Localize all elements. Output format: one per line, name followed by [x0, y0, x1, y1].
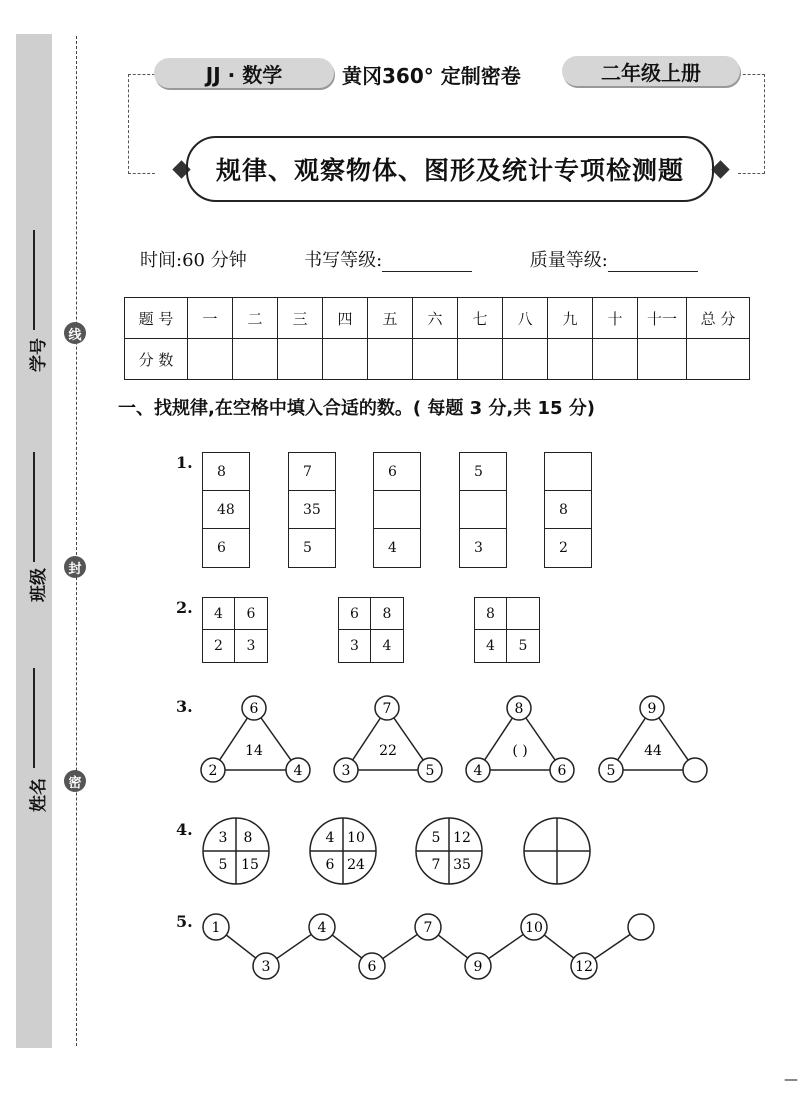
- name-line: [33, 668, 35, 768]
- q5-top-node: 7: [423, 920, 433, 936]
- q1-answer-blank[interactable]: [545, 453, 591, 491]
- q3-right: 5: [425, 763, 435, 779]
- q3-triangles: [195, 690, 725, 790]
- q2-cell: 4: [382, 638, 392, 654]
- class-label: 班级: [28, 568, 49, 602]
- grade-pill: 二年级上册: [562, 56, 740, 86]
- table-col-header: 八: [503, 298, 548, 339]
- seal-seal: 封: [64, 556, 86, 578]
- q5-answer-circle[interactable]: [628, 914, 654, 940]
- page-title: 规律、观察物体、图形及统计专项检测题: [186, 136, 714, 202]
- q1-cell: 48: [203, 491, 249, 529]
- q2-cell: 8: [371, 598, 403, 630]
- q3-right: 6: [557, 763, 567, 779]
- q2-cell: 3: [246, 638, 256, 654]
- q3-center: 44: [644, 743, 662, 759]
- table-col-header: 十: [593, 298, 638, 339]
- table-col-header: 十一: [638, 298, 687, 339]
- table-col-header: 三: [278, 298, 323, 339]
- table-col-header: 一: [188, 298, 233, 339]
- q5-top-node: 10: [525, 920, 543, 936]
- q1-cell: 5: [460, 453, 506, 491]
- q4-cell: 10: [347, 830, 365, 846]
- q1-column: [288, 452, 336, 568]
- q4-cell: 8: [243, 830, 253, 846]
- q1-answer-blank[interactable]: [460, 491, 506, 529]
- q3-answer-circle[interactable]: [683, 758, 707, 782]
- q1-cell: 8: [545, 491, 591, 529]
- q3-top: 9: [647, 701, 657, 717]
- q2-number: 2.: [176, 598, 193, 617]
- header-dash-left: [128, 74, 155, 174]
- q1-cell: 8: [203, 453, 249, 491]
- q2-answer-blank[interactable]: [507, 598, 539, 630]
- q1-cell: 5: [303, 540, 312, 556]
- q3-triangle: [201, 696, 310, 782]
- subject-pill: JJ · 数学: [154, 58, 334, 88]
- q1-column: [544, 452, 592, 568]
- q4-cell: 24: [347, 857, 365, 873]
- table-col-header: 二: [233, 298, 278, 339]
- q1-number: 1.: [176, 453, 193, 472]
- section-1-heading: 一、找规律,在空格中填入合适的数。( 每题 3 分,共 15 分): [118, 398, 596, 419]
- class-line: [33, 452, 35, 562]
- page-mark: —: [784, 1072, 798, 1088]
- q4-circle: [310, 818, 376, 884]
- score-cell[interactable]: [548, 339, 593, 380]
- q4-cell: 6: [325, 857, 335, 873]
- q3-triangle: [466, 696, 574, 782]
- score-cell[interactable]: [593, 339, 638, 380]
- q2-grid: [474, 597, 540, 663]
- q3-triangle: [334, 696, 442, 782]
- q2-cell: 4: [203, 598, 235, 630]
- q1-column: [202, 452, 250, 568]
- q4-number: 4.: [176, 820, 193, 839]
- table-col-header: 九: [548, 298, 593, 339]
- q1-cell: 2: [559, 540, 568, 556]
- q2-grid: [338, 597, 404, 663]
- q5-bottom-node: 12: [575, 959, 593, 975]
- q4-circle: [203, 818, 269, 884]
- q2-cell: 3: [339, 630, 371, 662]
- q3-left: 3: [341, 763, 351, 779]
- quality-grade-blank[interactable]: [608, 253, 698, 272]
- score-cell[interactable]: [638, 339, 687, 380]
- q4-answer-circle[interactable]: [524, 818, 590, 884]
- q2-cell: 6: [235, 598, 267, 630]
- q4-cell: 35: [453, 857, 471, 873]
- quality-grade-label: 质量等级:: [529, 250, 608, 271]
- table-col-header: 五: [368, 298, 413, 339]
- q2-cell: 5: [518, 638, 528, 654]
- time-limit: 时间:60 分钟: [140, 250, 247, 271]
- score-table-header-row: [125, 298, 750, 339]
- q4-cell: 5: [218, 857, 228, 873]
- q1-cell: 3: [474, 540, 483, 556]
- table-col-header: 七: [458, 298, 503, 339]
- q4-cell: 15: [241, 857, 259, 873]
- q1-cell: 7: [289, 453, 335, 491]
- q5-zigzag: [195, 906, 665, 986]
- student-id-label: 学号: [28, 338, 49, 372]
- table-col-header: 总 分: [687, 298, 750, 339]
- q1-column: [459, 452, 507, 568]
- q2-cell: 6: [339, 598, 371, 630]
- score-table-score-row: [125, 339, 750, 380]
- student-id-line: [33, 230, 35, 330]
- q5-bottom-node: 3: [261, 959, 271, 975]
- score-cell[interactable]: [413, 339, 458, 380]
- binding-dashed-line: [76, 36, 77, 1046]
- q3-top: 7: [382, 701, 392, 717]
- q1-cell: 6: [374, 453, 420, 491]
- diamond-right-icon: [711, 160, 729, 178]
- seal-secret: 密: [64, 770, 86, 792]
- q1-answer-blank[interactable]: [374, 491, 420, 529]
- q3-left: 4: [473, 763, 483, 779]
- q2-cell: 2: [203, 630, 235, 662]
- q1-cell: 4: [388, 540, 397, 556]
- table-row-label: 题 号: [125, 298, 188, 339]
- score-cell[interactable]: [233, 339, 278, 380]
- table-col-header: 四: [323, 298, 368, 339]
- q5-top-node: 1: [211, 920, 221, 936]
- q4-circle: [416, 818, 482, 884]
- q1-cell: 35: [289, 491, 335, 529]
- q3-triangle: [599, 696, 707, 782]
- score-cell[interactable]: [687, 339, 750, 380]
- writing-grade-blank[interactable]: [382, 253, 472, 272]
- q3-left: 5: [606, 763, 616, 779]
- score-table: [124, 297, 750, 380]
- q4-cell: 5: [431, 830, 441, 846]
- q4-cell: 12: [453, 830, 471, 846]
- q5-top-node: 4: [317, 920, 327, 936]
- q3-center: 22: [379, 743, 397, 759]
- score-cell[interactable]: [458, 339, 503, 380]
- q4-cell: 4: [325, 830, 335, 846]
- q1-column: [373, 452, 421, 568]
- q3-center: 14: [245, 743, 263, 759]
- name-label: 姓名: [28, 778, 49, 812]
- q3-number: 3.: [176, 697, 193, 716]
- q3-answer-blank[interactable]: ( ): [512, 743, 528, 759]
- q3-left: 2: [208, 763, 218, 779]
- info-row: [140, 246, 698, 272]
- series-name: 黄冈360° 定制密卷: [342, 64, 521, 88]
- score-cell[interactable]: [188, 339, 233, 380]
- q2-grid: [202, 597, 268, 663]
- score-cell[interactable]: [503, 339, 548, 380]
- q3-top: 8: [514, 701, 524, 717]
- q3-right: 4: [293, 763, 303, 779]
- score-cell[interactable]: [278, 339, 323, 380]
- q5-number: 5.: [176, 912, 193, 931]
- q3-top: 6: [249, 701, 259, 717]
- q2-cell: 8: [475, 598, 507, 630]
- score-cell[interactable]: [323, 339, 368, 380]
- q5-bottom-node: 6: [367, 959, 377, 975]
- score-cell[interactable]: [368, 339, 413, 380]
- header-dash-right: [738, 74, 765, 174]
- table-col-header: 六: [413, 298, 458, 339]
- writing-grade-label: 书写等级:: [304, 250, 383, 271]
- q2-cell: 4: [475, 630, 507, 662]
- q4-cell: 7: [431, 857, 441, 873]
- q5-bottom-node: 9: [473, 959, 483, 975]
- q1-cell: 6: [217, 540, 226, 556]
- q4-circles: [195, 812, 605, 892]
- seal-line: 线: [64, 322, 86, 344]
- q4-cell: 3: [218, 830, 228, 846]
- table-row-label: 分 数: [125, 339, 188, 380]
